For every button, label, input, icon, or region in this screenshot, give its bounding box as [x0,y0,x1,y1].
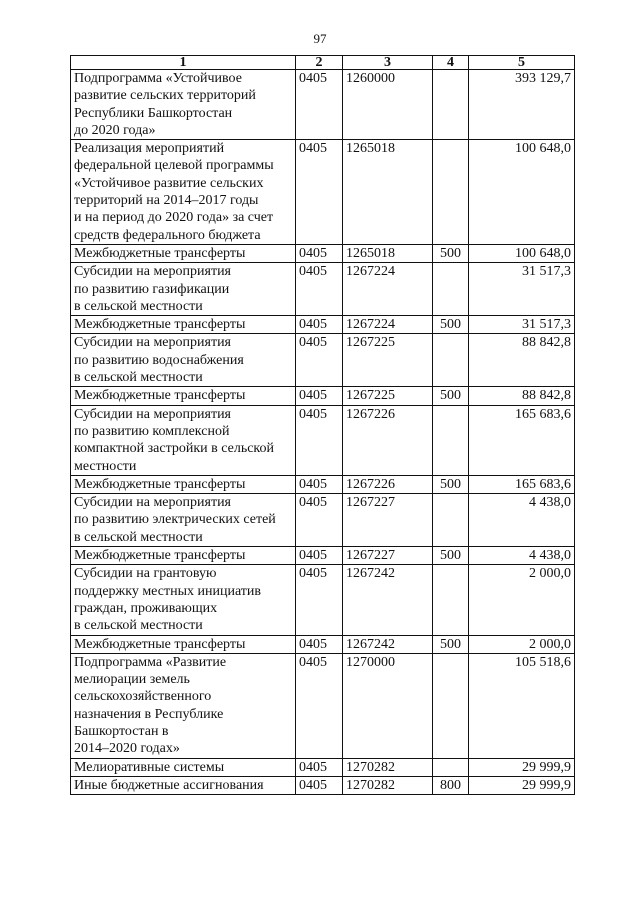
table-row [71,565,575,635]
table-row [71,263,575,316]
row-amount-cell: 31 517,3 [469,263,575,316]
table-row [71,653,575,758]
row-target-cell: 1267224 [343,316,433,334]
column-header-name: 1 [71,56,296,70]
row-section-cell: 0405 [296,475,343,493]
row-target-cell: 1265018 [343,140,433,245]
row-section-cell: 0405 [296,635,343,653]
row-section-cell: 0405 [296,70,343,140]
table-row [71,140,575,245]
row-type-cell: 500 [433,316,469,334]
row-name-cell: Подпрограмма «Развитие мелиорации земель сельскохозяйственного назначения в Республике Башкортостан в 2014–2020 годах» [71,653,296,758]
row-name-cell: Иные бюджетные ассигнования [71,776,296,794]
row-target-cell: 1267226 [343,405,433,475]
row-section-cell: 0405 [296,494,343,547]
row-amount-cell: 2 000,0 [469,565,575,635]
row-section-cell: 0405 [296,565,343,635]
row-type-cell: 500 [433,475,469,493]
row-section-cell: 0405 [296,405,343,475]
row-amount-cell: 88 842,8 [469,387,575,405]
row-name-cell: Межбюджетные трансферты [71,475,296,493]
row-name-cell: Реализация мероприятий федеральной целевой программы «Устойчивое развитие сельских территорий на 2014–2017 годы и на период до 2020 года» за счет средств федерального бюджета [71,140,296,245]
row-amount-cell: 4 438,0 [469,547,575,565]
row-type-cell [433,405,469,475]
row-amount-cell: 165 683,6 [469,475,575,493]
row-amount-cell: 100 648,0 [469,244,575,262]
row-type-cell: 500 [433,547,469,565]
row-name-cell: Субсидии на мероприятия по развитию водоснабжения в сельской местности [71,334,296,387]
table-row [71,405,575,475]
row-type-cell [433,70,469,140]
row-name-cell: Межбюджетные трансферты [71,316,296,334]
row-amount-cell: 88 842,8 [469,334,575,387]
table-row [71,776,575,794]
row-amount-cell: 4 438,0 [469,494,575,547]
row-section-cell: 0405 [296,334,343,387]
table-header-row [71,56,575,70]
row-section-cell: 0405 [296,653,343,758]
table-row [71,334,575,387]
row-target-cell: 1267224 [343,263,433,316]
row-section-cell: 0405 [296,316,343,334]
table-row [71,635,575,653]
row-section-cell: 0405 [296,776,343,794]
row-name-cell: Межбюджетные трансферты [71,387,296,405]
row-name-cell: Субсидии на мероприятия по развитию газификации в сельской местности [71,263,296,316]
row-target-cell: 1270282 [343,776,433,794]
row-section-cell: 0405 [296,387,343,405]
row-name-cell: Подпрограмма «Устойчивое развитие сельских территорий Республики Башкортостан до 2020 года» [71,70,296,140]
column-header-section: 2 [296,56,343,70]
row-type-cell [433,334,469,387]
row-name-cell: Субсидии на мероприятия по развитию комплексной компактной застройки в сельской местности [71,405,296,475]
row-target-cell: 1267227 [343,547,433,565]
row-amount-cell: 100 648,0 [469,140,575,245]
row-section-cell: 0405 [296,758,343,776]
table-row [71,387,575,405]
row-section-cell: 0405 [296,140,343,245]
table-body [71,70,575,795]
column-header-target: 3 [343,56,433,70]
row-target-cell: 1267225 [343,334,433,387]
row-type-cell: 500 [433,635,469,653]
column-header-type: 4 [433,56,469,70]
row-name-cell: Субсидии на мероприятия по развитию электрических сетей в сельской местности [71,494,296,547]
row-type-cell [433,494,469,547]
row-target-cell: 1270282 [343,758,433,776]
page-number: 97 [313,31,327,46]
table-row [71,475,575,493]
row-target-cell: 1267225 [343,387,433,405]
column-header-amount: 5 [469,56,575,70]
row-type-cell [433,653,469,758]
row-name-cell: Межбюджетные трансферты [71,635,296,653]
row-amount-cell: 2 000,0 [469,635,575,653]
row-amount-cell: 105 518,6 [469,653,575,758]
budget-table [70,55,575,795]
table-row [71,758,575,776]
row-type-cell: 500 [433,244,469,262]
row-target-cell: 1267227 [343,494,433,547]
table-row [71,244,575,262]
row-amount-cell: 165 683,6 [469,405,575,475]
table-row [71,70,575,140]
row-target-cell: 1265018 [343,244,433,262]
table-row [71,547,575,565]
row-target-cell: 1270000 [343,653,433,758]
row-name-cell: Межбюджетные трансферты [71,547,296,565]
row-type-cell [433,140,469,245]
row-type-cell: 800 [433,776,469,794]
row-amount-cell: 29 999,9 [469,776,575,794]
row-name-cell: Субсидии на грантовую поддержку местных инициатив граждан, проживающих в сельской местности [71,565,296,635]
row-amount-cell: 393 129,7 [469,70,575,140]
table-row [71,494,575,547]
row-section-cell: 0405 [296,547,343,565]
row-name-cell: Межбюджетные трансферты [71,244,296,262]
row-section-cell: 0405 [296,244,343,262]
row-target-cell: 1267242 [343,635,433,653]
row-type-cell [433,263,469,316]
row-target-cell: 1267226 [343,475,433,493]
table-row [71,316,575,334]
row-type-cell: 500 [433,387,469,405]
row-type-cell [433,758,469,776]
row-name-cell: Мелиоративные системы [71,758,296,776]
row-amount-cell: 29 999,9 [469,758,575,776]
row-target-cell: 1267242 [343,565,433,635]
row-amount-cell: 31 517,3 [469,316,575,334]
row-type-cell [433,565,469,635]
row-target-cell: 1260000 [343,70,433,140]
row-section-cell: 0405 [296,263,343,316]
